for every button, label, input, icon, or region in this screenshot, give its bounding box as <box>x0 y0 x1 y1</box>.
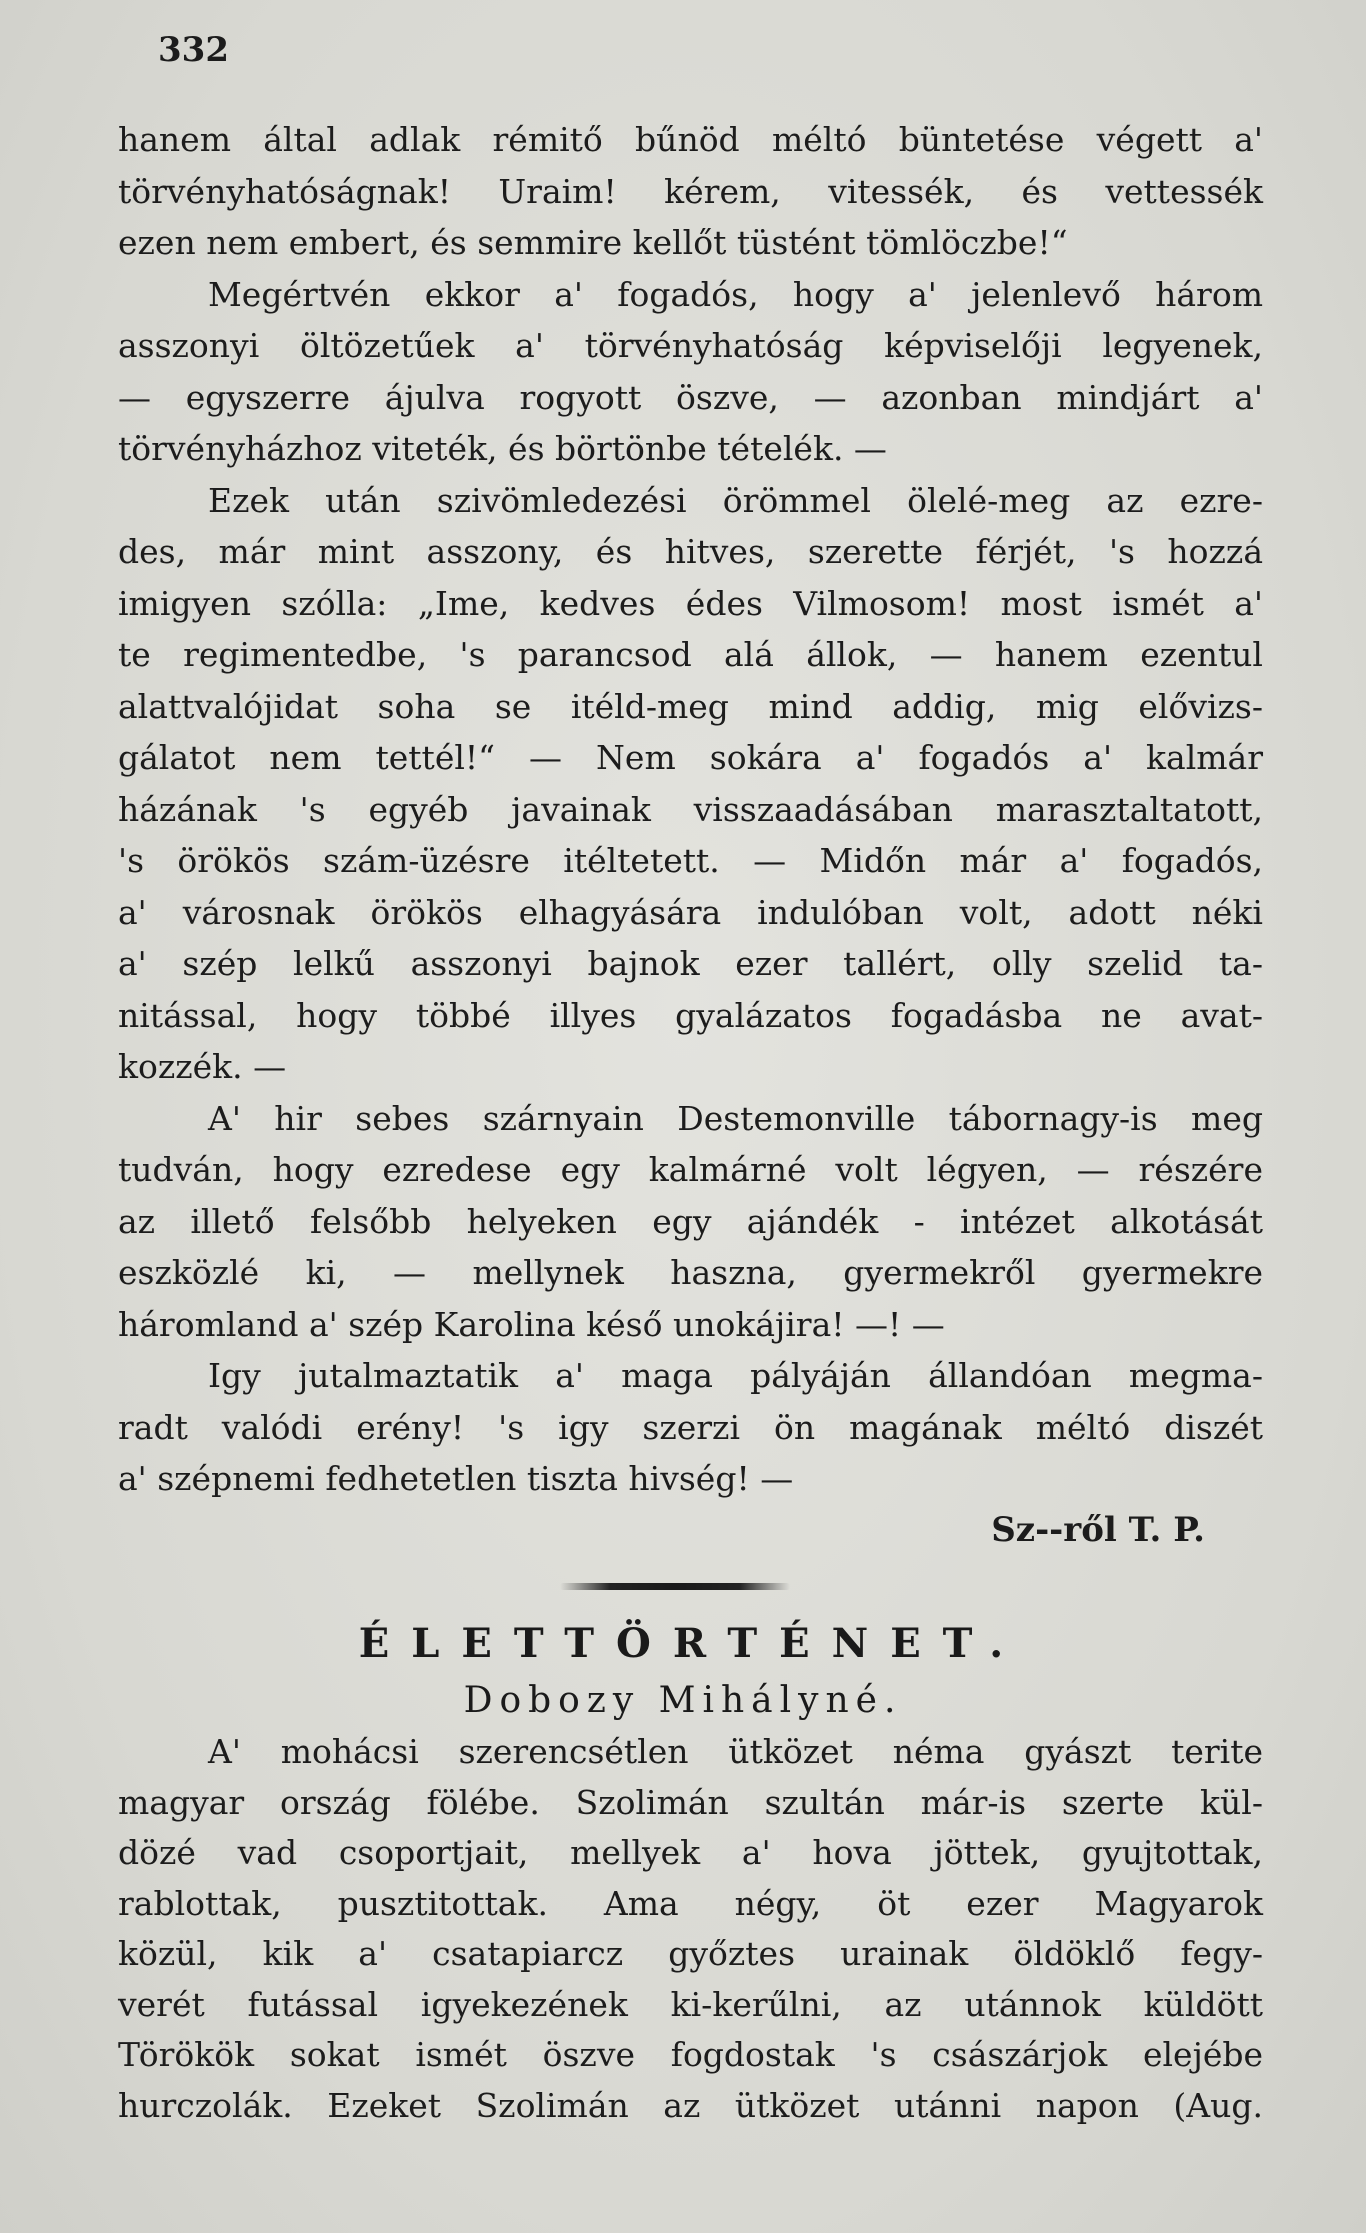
section-subtitle: Dobozy Mihályné. <box>463 1680 903 1721</box>
text-line: magyar ország fölébe. Szolimán szultán már-is szerte kül- <box>118 1782 1263 1822</box>
text-line: a' szép lelkű asszonyi bajnok ezer tallért, olly szelid ta- <box>118 944 1263 983</box>
text-line: a' szépnemi fedhetetlen tiszta hivség! — <box>118 1459 794 1498</box>
page-number: 332 <box>158 30 229 70</box>
text-line: törvényhatóságnak! Uraim! kérem, vitessék, és vettessék <box>118 171 1263 211</box>
text-line: törvényházhoz viteték, és börtönbe tételék. — <box>118 429 887 468</box>
story-ending-text <box>118 114 1263 1556</box>
text-line: ezen nem embert, és semmire kellőt tüstént tömlöczbe!“ <box>118 223 1068 262</box>
text-line: A' mohácsi szerencsétlen ütközet néma gyászt terite <box>208 1732 1263 1771</box>
new-story-text <box>118 1727 1263 2131</box>
text-line: verét futással igyekezének ki-kerűlni, az utánnok küldött <box>118 1984 1263 2024</box>
text-line: Megértvén ekkor a' fogadós, hogy a' jelenlevő három <box>208 274 1263 314</box>
text-line: dözé vad csoportjait, mellyek a' hova jöttek, gyujtottak, <box>118 1833 1263 1872</box>
text-line: házának 's egyéb javainak visszaadásában marasztaltatott, <box>118 789 1263 829</box>
section-divider <box>560 1583 790 1590</box>
text-line: hurczolák. Ezeket Szolimán az ütközet utánni napon (Aug. <box>118 2085 1263 2125</box>
text-line: a' városnak örökös elhagyására indulóban volt, adott néki <box>118 892 1263 932</box>
text-line: asszonyi öltözetűek a' törvényhatóság képviselőji legyenek, <box>118 326 1263 365</box>
text-line: háromland a' szép Karolina késő unokájira! —! — <box>118 1304 945 1344</box>
text-line: rablottak, pusztitottak. Ama négy, öt ezer Magyarok <box>118 1883 1263 1923</box>
text-line: A' hir sebes szárnyain Destemonville tábornagy-is meg <box>208 1098 1263 1138</box>
text-line: az illető felsőbb helyeken egy ajándék - intézet alkotását <box>118 1201 1263 1241</box>
text-line: radt valódi erény! 's igy szerzi ön magának méltó diszét <box>118 1407 1263 1447</box>
text-line: alattvalójidat soha se itéld-meg mind addig, mig elővizs- <box>118 686 1263 726</box>
text-line: hanem által adlak rémitő bűnöd méltó büntetése végett a' <box>118 120 1263 159</box>
text-line: imigyen szólla: „Ime, kedves édes Vilmosom! most ismét a' <box>118 583 1263 623</box>
text-line: 's örökös szám-üzésre itéltetett. — Midőn már a' fogadós, <box>118 841 1263 880</box>
text-line: tudván, hogy ezredese egy kalmárné volt légyen, — részére <box>118 1150 1263 1189</box>
text-line: eszközlé ki, — mellynek haszna, gyermekről gyermekre <box>118 1253 1263 1292</box>
text-line: gálatot nem tettél!“ — Nem sokára a' fogadós a' kalmár <box>118 738 1263 777</box>
author-signature: Sz--ről T. P. <box>991 1509 1205 1550</box>
text-line: des, már mint asszony, és hitves, szerette férjét, 's hozzá <box>118 532 1263 571</box>
section-title: ÉLETTÖRTÉNET. <box>358 1620 1026 1667</box>
text-line: közül, kik a' csatapiarcz győztes urainak öldöklő fegy- <box>118 1934 1263 1973</box>
text-line: kozzék. — <box>118 1047 287 1086</box>
text-line: Törökök sokat ismét öszve fogdostak 's császárjok elejébe <box>118 2035 1263 2074</box>
text-line: nitással, hogy többé illyes gyalázatos fogadásba ne avat- <box>118 995 1263 1035</box>
text-line: — egyszerre ájulva rogyott öszve, — azonban mindjárt a' <box>118 377 1263 417</box>
text-line: Igy jutalmaztatik a' maga pályáján állandóan megma- <box>208 1356 1263 1395</box>
text-line: te regimentedbe, 's parancsod alá állok, — hanem ezentul <box>118 635 1263 674</box>
text-line: Ezek után szivömledezési örömmel ölelé-meg az ezre- <box>208 480 1263 520</box>
